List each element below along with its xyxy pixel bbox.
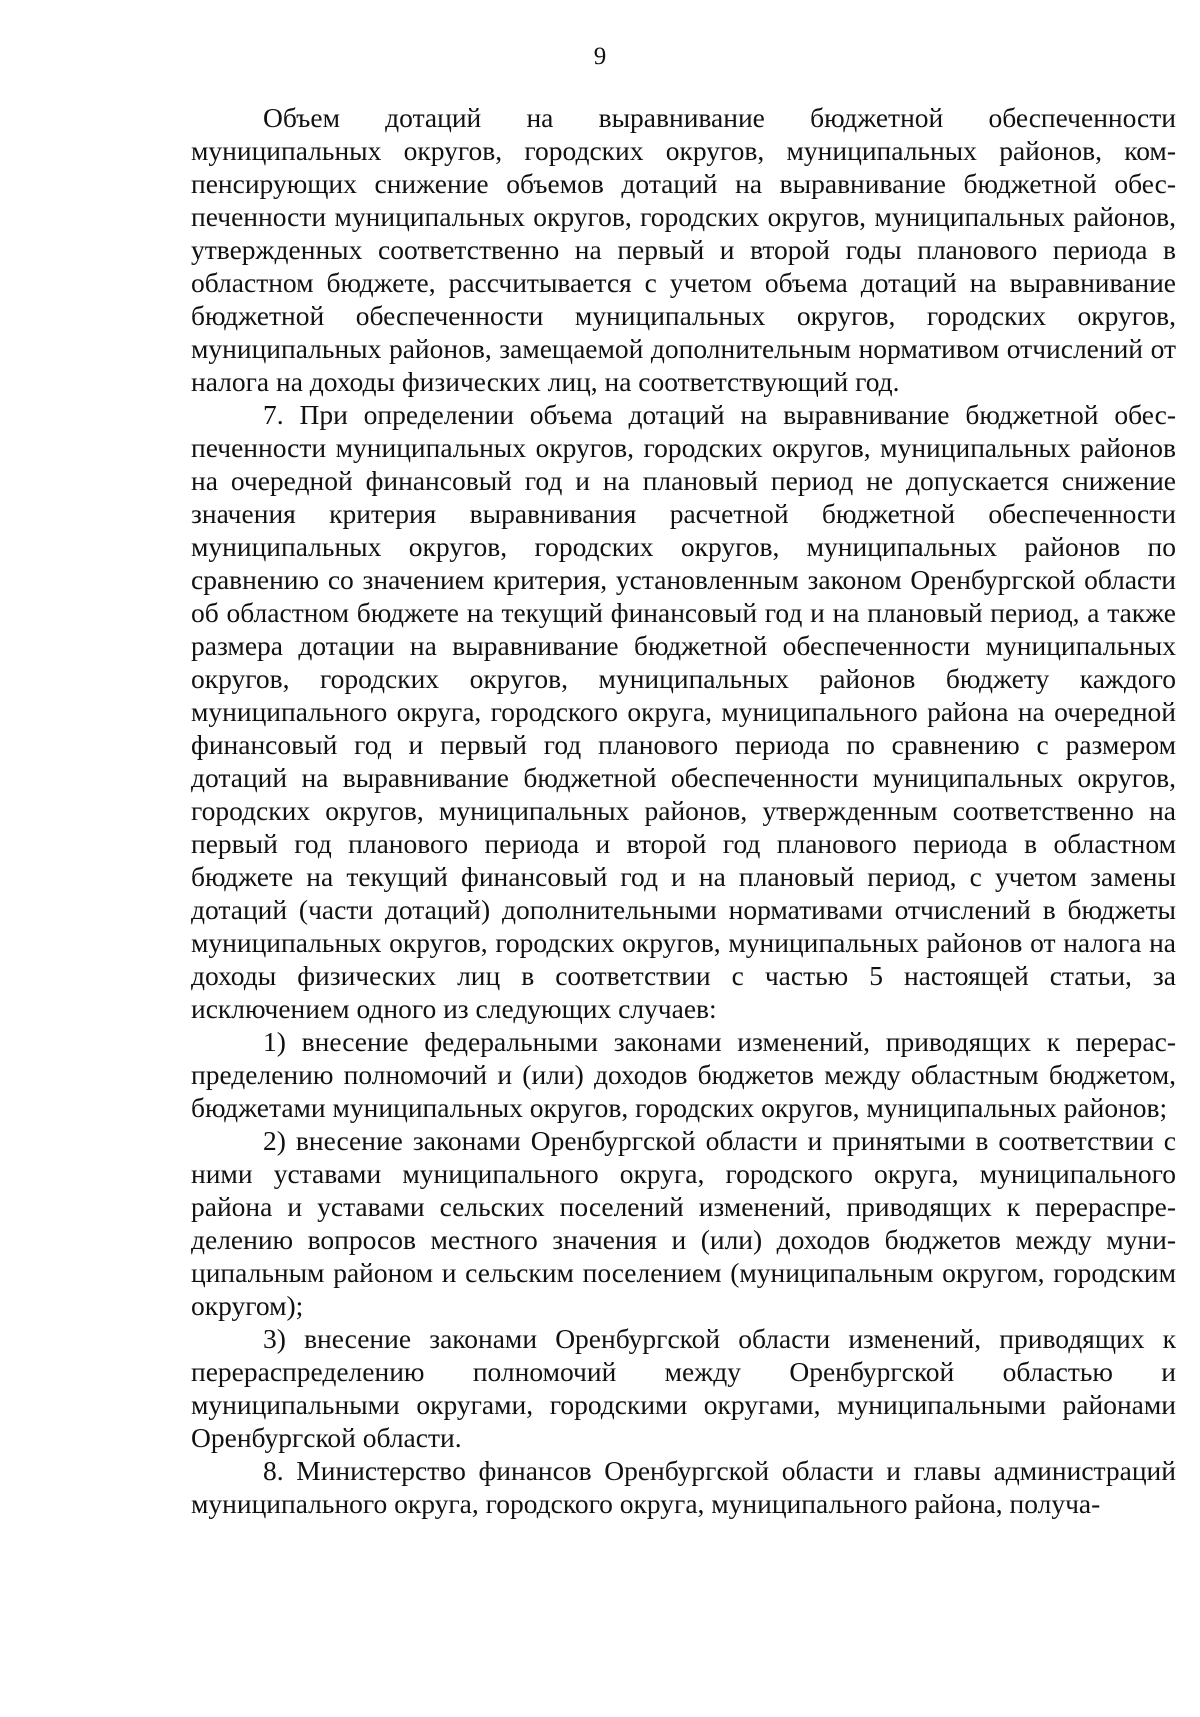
list-item-1: 1) внесение федеральными законами изменений, приводящих к перераспределению полномочий и (или) доходов бюджетов между областным бюджетом, бюджетами муниципальных округов, городских округов, муниципальных районов; [191, 1026, 1176, 1123]
paragraph-8: 8. Министерство финансов Оренбургской области и главы администраций муниципального округа, городского округа, муниципального района, получа- [191, 1455, 1176, 1519]
paragraph-equalization-subsidies: Объем дотаций на выравнивание бюджетной обеспеченности муниципальных округов, городских округов, муниципальных районов, компенсирующих снижение объемов дотаций на выравнивание бюджетной обеспеченности муниципальных округов, городских округов, муниципальных районов, утвержденных соответственно на первый и второй годы планового периода в областном бюджете, рассчитывается с учетом объема дотаций на выравнивание бюджетной обеспеченности муниципальных округов, городских округов, муниципальных районов, замещаемой дополнительным нормативом отчислений от налога на доходы физических лиц, на соответствующий год. [191, 102, 1176, 397]
page-number: 9 [593, 43, 607, 70]
document-body [191, 101, 1176, 1520]
list-item-2: 2) внесение законами Оренбургской области и принятыми в соответствии с ними уставами муниципального округа, городского округа, муниципального района и уставами сельских поселений изменений, приводящих к перераспределению вопросов местного значения и (или) доходов бюджетов между муниципальным районом и сельским поселением (муниципальным округом, городским округом); [191, 1125, 1176, 1321]
paragraph-7: 7. При определении объема дотаций на выравнивание бюджетной обеспеченности муниципальных округов, городских округов, муниципальных районов на очередной финансовый год и на плановый период не допускается снижение значения критерия выравнивания расчетной бюджетной обеспеченности муниципальных округов, городских округов, муниципальных районов по сравнению со значением критерия, установленным законом Оренбургской области об областном бюджете на текущий финансовый год и на плановый период, а также размера дотации на выравнивание бюджетной обеспеченности муниципальных округов, городских округов, муниципальных районов бюджету каждого муниципального округа, городского округа, муниципального района на очередной финансовый год и первый год планового периода по сравнению с размером дотаций на выравнивание бюджетной обеспеченности муниципальных округов, городских округов, муниципальных районов, утвержденным соответственно на первый год планового периода и второй год планового периода в областном бюджете на текущий финансовый год и на плановый период, с учетом замены дотаций (части дотаций) дополнительными нормативами отчислений в бюджеты муниципальных округов, городских округов, муниципальных районов от налога на доходы физических лиц в соответствии с частью 5 настоящей статьи, за исключением одного из следующих случаев: [191, 399, 1176, 1024]
list-item-3: 3) внесение законами Оренбургской области изменений, приводящих к перераспределению полномочий между Оренбургской областью и муниципальными округами, городскими округами, муниципальными районами Оренбургской области. [191, 1323, 1176, 1453]
